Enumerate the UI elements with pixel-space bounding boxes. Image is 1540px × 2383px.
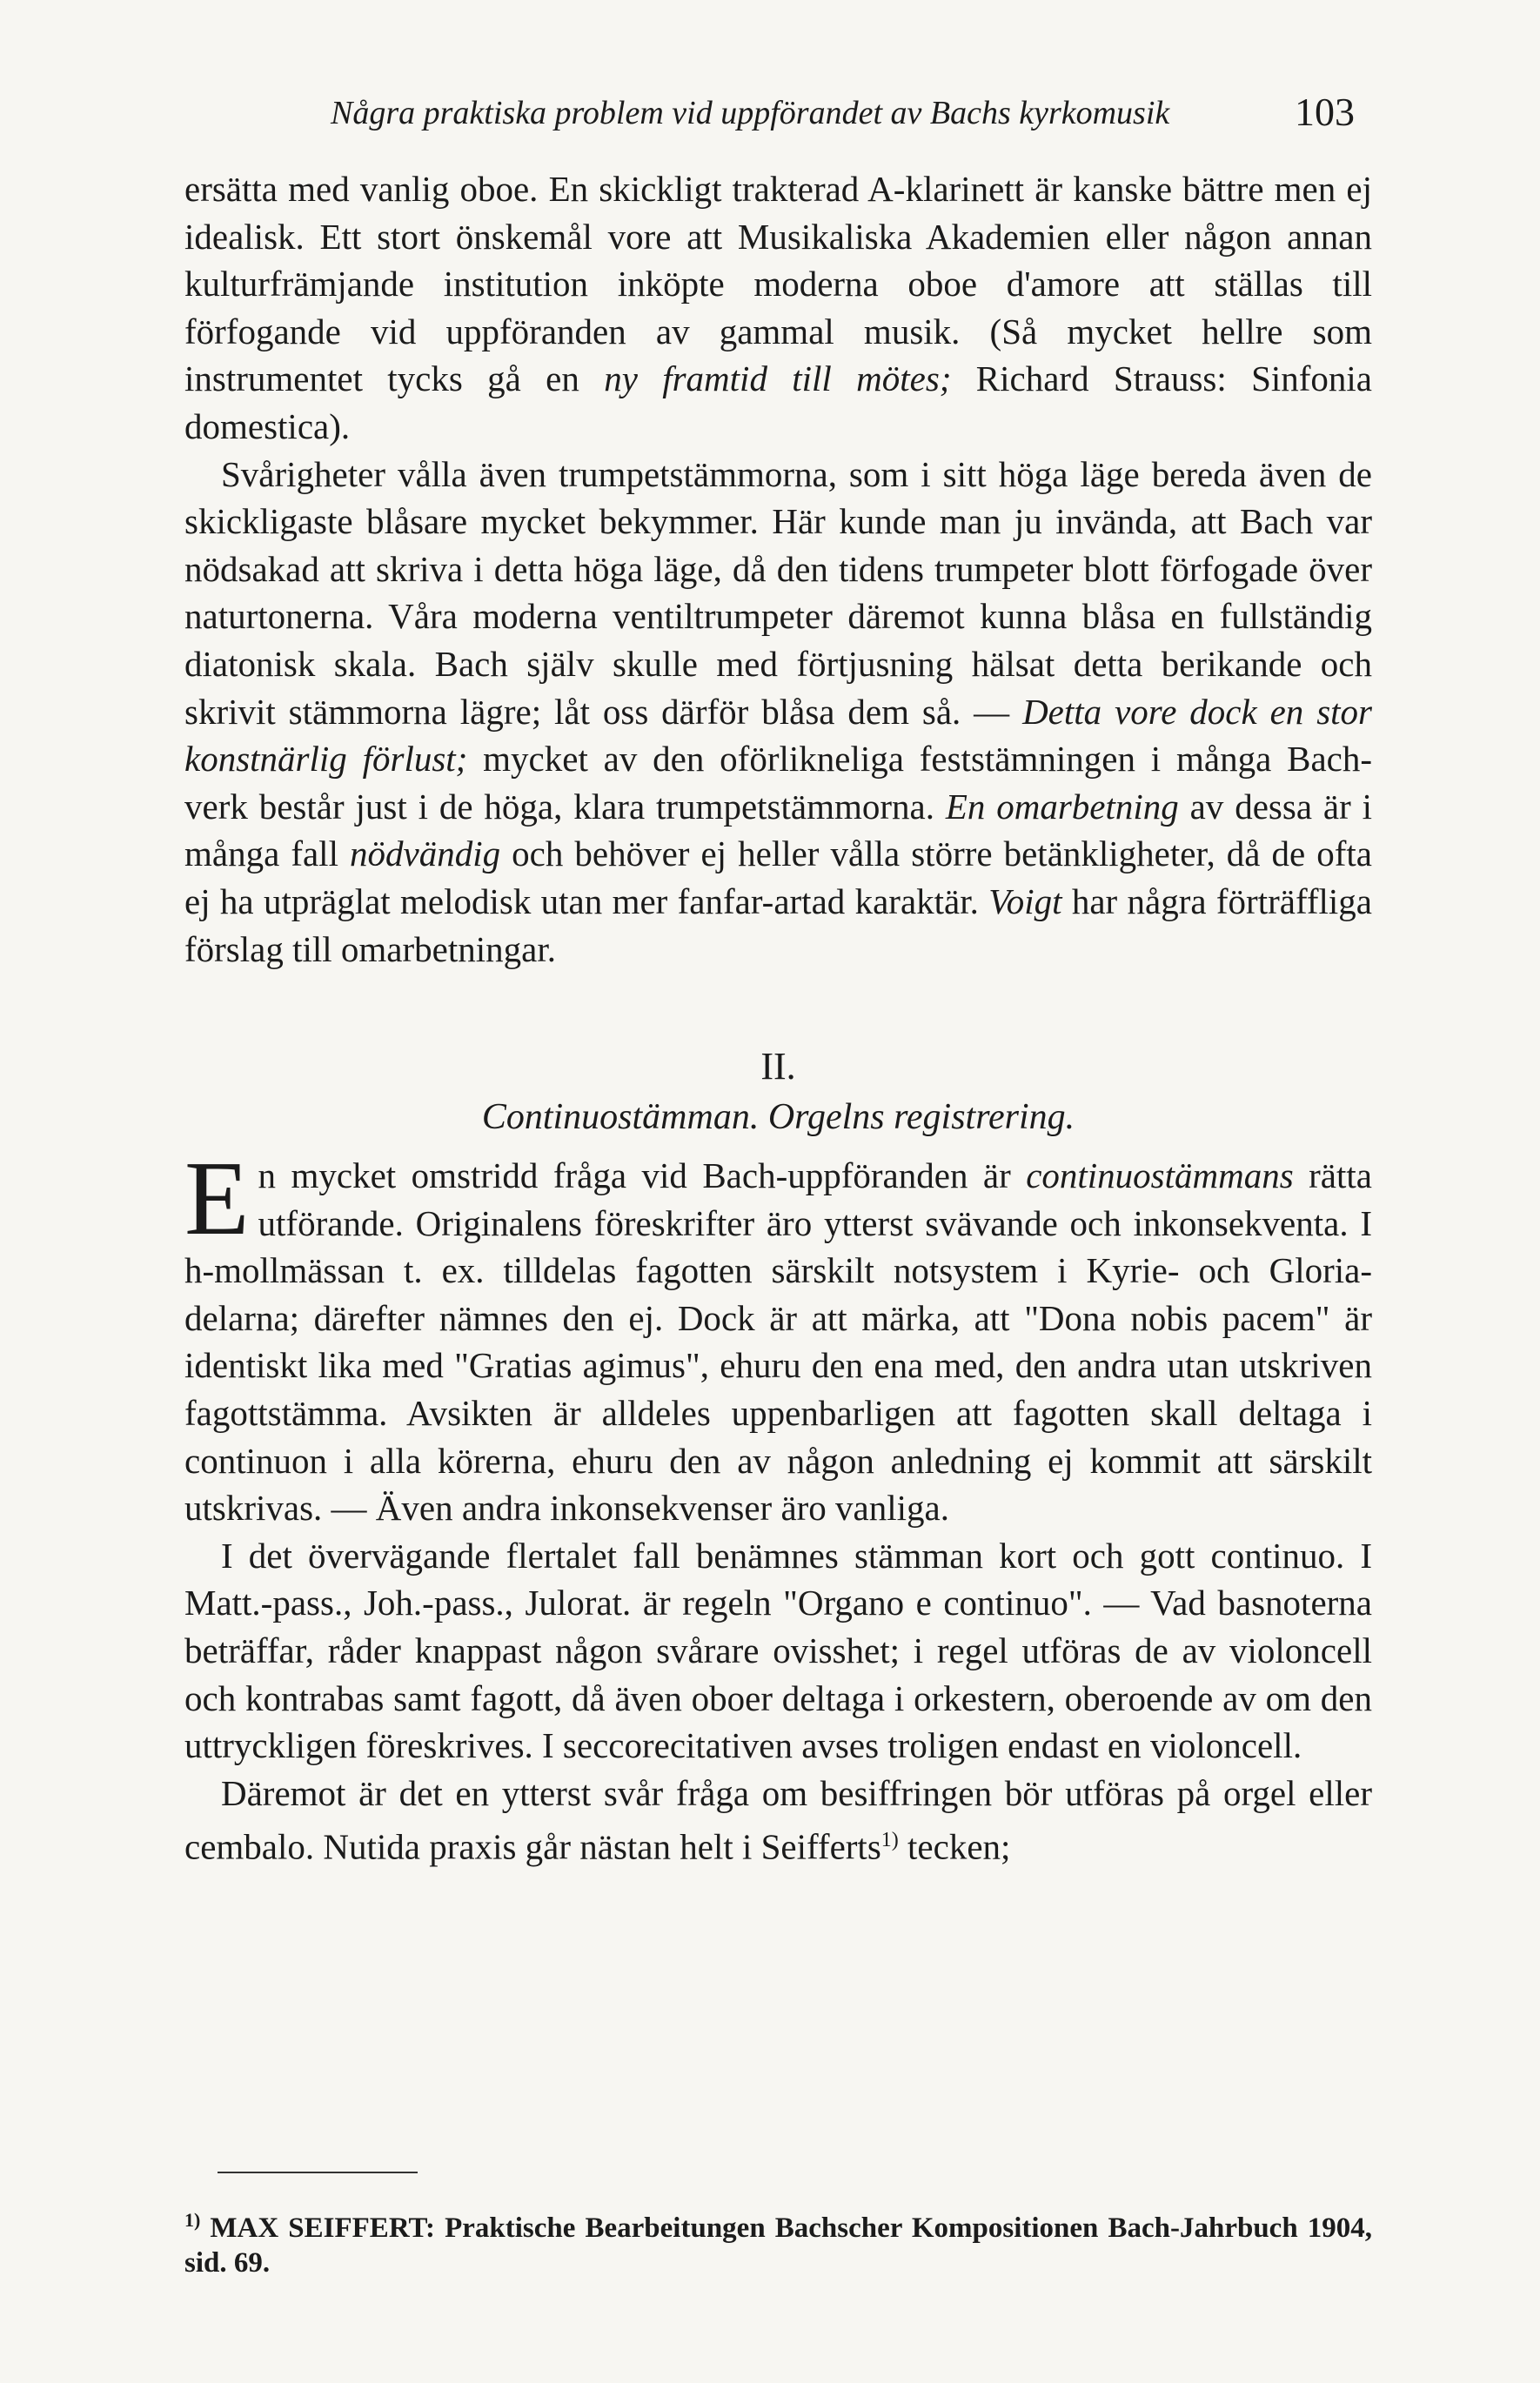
footnote xyxy=(184,2203,1372,2280)
footnote-reference[interactable]: 1) xyxy=(880,1829,899,1852)
body-text xyxy=(184,165,1372,1871)
paragraph-3: En mycket omstridd fråga vid Bach-uppföranden är continuostämmans rätta utförande. Originalens föreskrifter äro ytterst svävande och inkonsekventa. I h-mollmässan t. ex. tilldelas fagotten särskilt notsystem i Kyrie- och Gloria-delarna; därefter nämnes den ej. Dock är att märka, att "Dona nobis pacem" är identiskt lika med "Gratias agimus", ehuru den ena med, den andra utan utskriven fagottstämma. Avsikten är alldeles uppenbarligen att fagotten skall deltaga i continuon i alla körerna, ehuru den av någon anledning ej kommit att särskilt utskrivas. — Även andra inkonsekvenser äro vanliga. xyxy=(184,1140,1372,1529)
emphasis: Detta vore dock en stor konstnärlig förlust; xyxy=(184,691,1372,780)
emphasis: Voigt xyxy=(988,880,1062,921)
footnote-rule xyxy=(218,2172,418,2173)
footnote-mark: 1) xyxy=(184,2209,201,2231)
footnote-text: MAX SEIFFERT: Praktische Bearbeitungen Bachscher Kompositionen Bach-Jahrbuch 1904, sid. 69. xyxy=(184,2212,1373,2279)
paragraph-5: Däremot är det en ytterst svår fråga om besiffringen bör utföras på orgel eller cembalo. Nutida praxis går nästan helt i Seifferts$^{1)}$ tecken; xyxy=(184,1772,1372,1868)
paragraph-4: I det övervägande flertalet fall benämnes stämman kort och gott continuo. I Matt.-pass., Joh.-pass., Julorat. är regeln "Organo e continuo". — Vad basnoterna beträffar, råder knappast någon svårare ovisshet; i regel utföras de av violoncell och kontrabas samt fagott, då även oboer deltaga i orkestern, oberoende av om den uttryckligen föreskrives. I seccorecitativen avses troligen endast en violoncell. xyxy=(184,1535,1372,1766)
section-number: II. xyxy=(760,1045,796,1088)
paragraph-1: ersätta med vanlig oboe. En skickligt trakterad A-klarinett är kanske bättre men ej idealisk. Ett stort önskemål vore att Musikaliska Akademien eller någon annan kulturfrämjande institution inköpte moderna oboe d'amore att ställas till förfogande vid uppföranden av gammal musik. (Så mycket hellre som instrumentet tycks gå en ny framtid till mötes; Richard Strauss: Sinfonia domestica). xyxy=(184,169,1372,446)
emphasis: ny framtid till mötes; xyxy=(604,358,952,399)
emphasis: nödvändig xyxy=(350,833,501,874)
emphasis: En omarbetning xyxy=(945,786,1179,827)
section-title: Continuostämman. Orgelns registrering. xyxy=(481,1097,1075,1138)
emphasis: continuostämmans xyxy=(1026,1155,1294,1196)
running-header: Några praktiska problem vid uppförandet av Bachs kyrkomusik xyxy=(331,95,1170,131)
page-number: 103 xyxy=(1295,90,1355,134)
drop-cap: E xyxy=(184,1140,250,1258)
paragraph-2: Svårigheter vålla även trumpetstämmorna, som i sitt höga läge bereda även de skickligaste blåsare mycket bekymmer. Här kunde man ju invända, att Bach var nödsakad att skriva i detta höga läge, då den tidens trumpeter blott förfogade över naturtonerna. Våra moderna ventiltrumpeter däremot kunna blåsa en fullständig diatonisk skala. Bach själv skulle med förtjusning hälsat detta berikande och skrivit stämmorna lägre; låt oss därför blåsa dem så. — Detta vore dock en stor konstnärlig förlust; mycket av den oförlikneliga feststämningen i många Bach-verk består just i de höga, klara trumpetstämmorna. En omarbetning av dessa är i många fall nödvändig och behöver ej heller vålla större betänkligheter, då de ofta ej ha utpräglat melodisk utan mer fanfar-artad karaktär. Voigt har några förträffliga förslag till omarbetningar. xyxy=(184,453,1373,969)
